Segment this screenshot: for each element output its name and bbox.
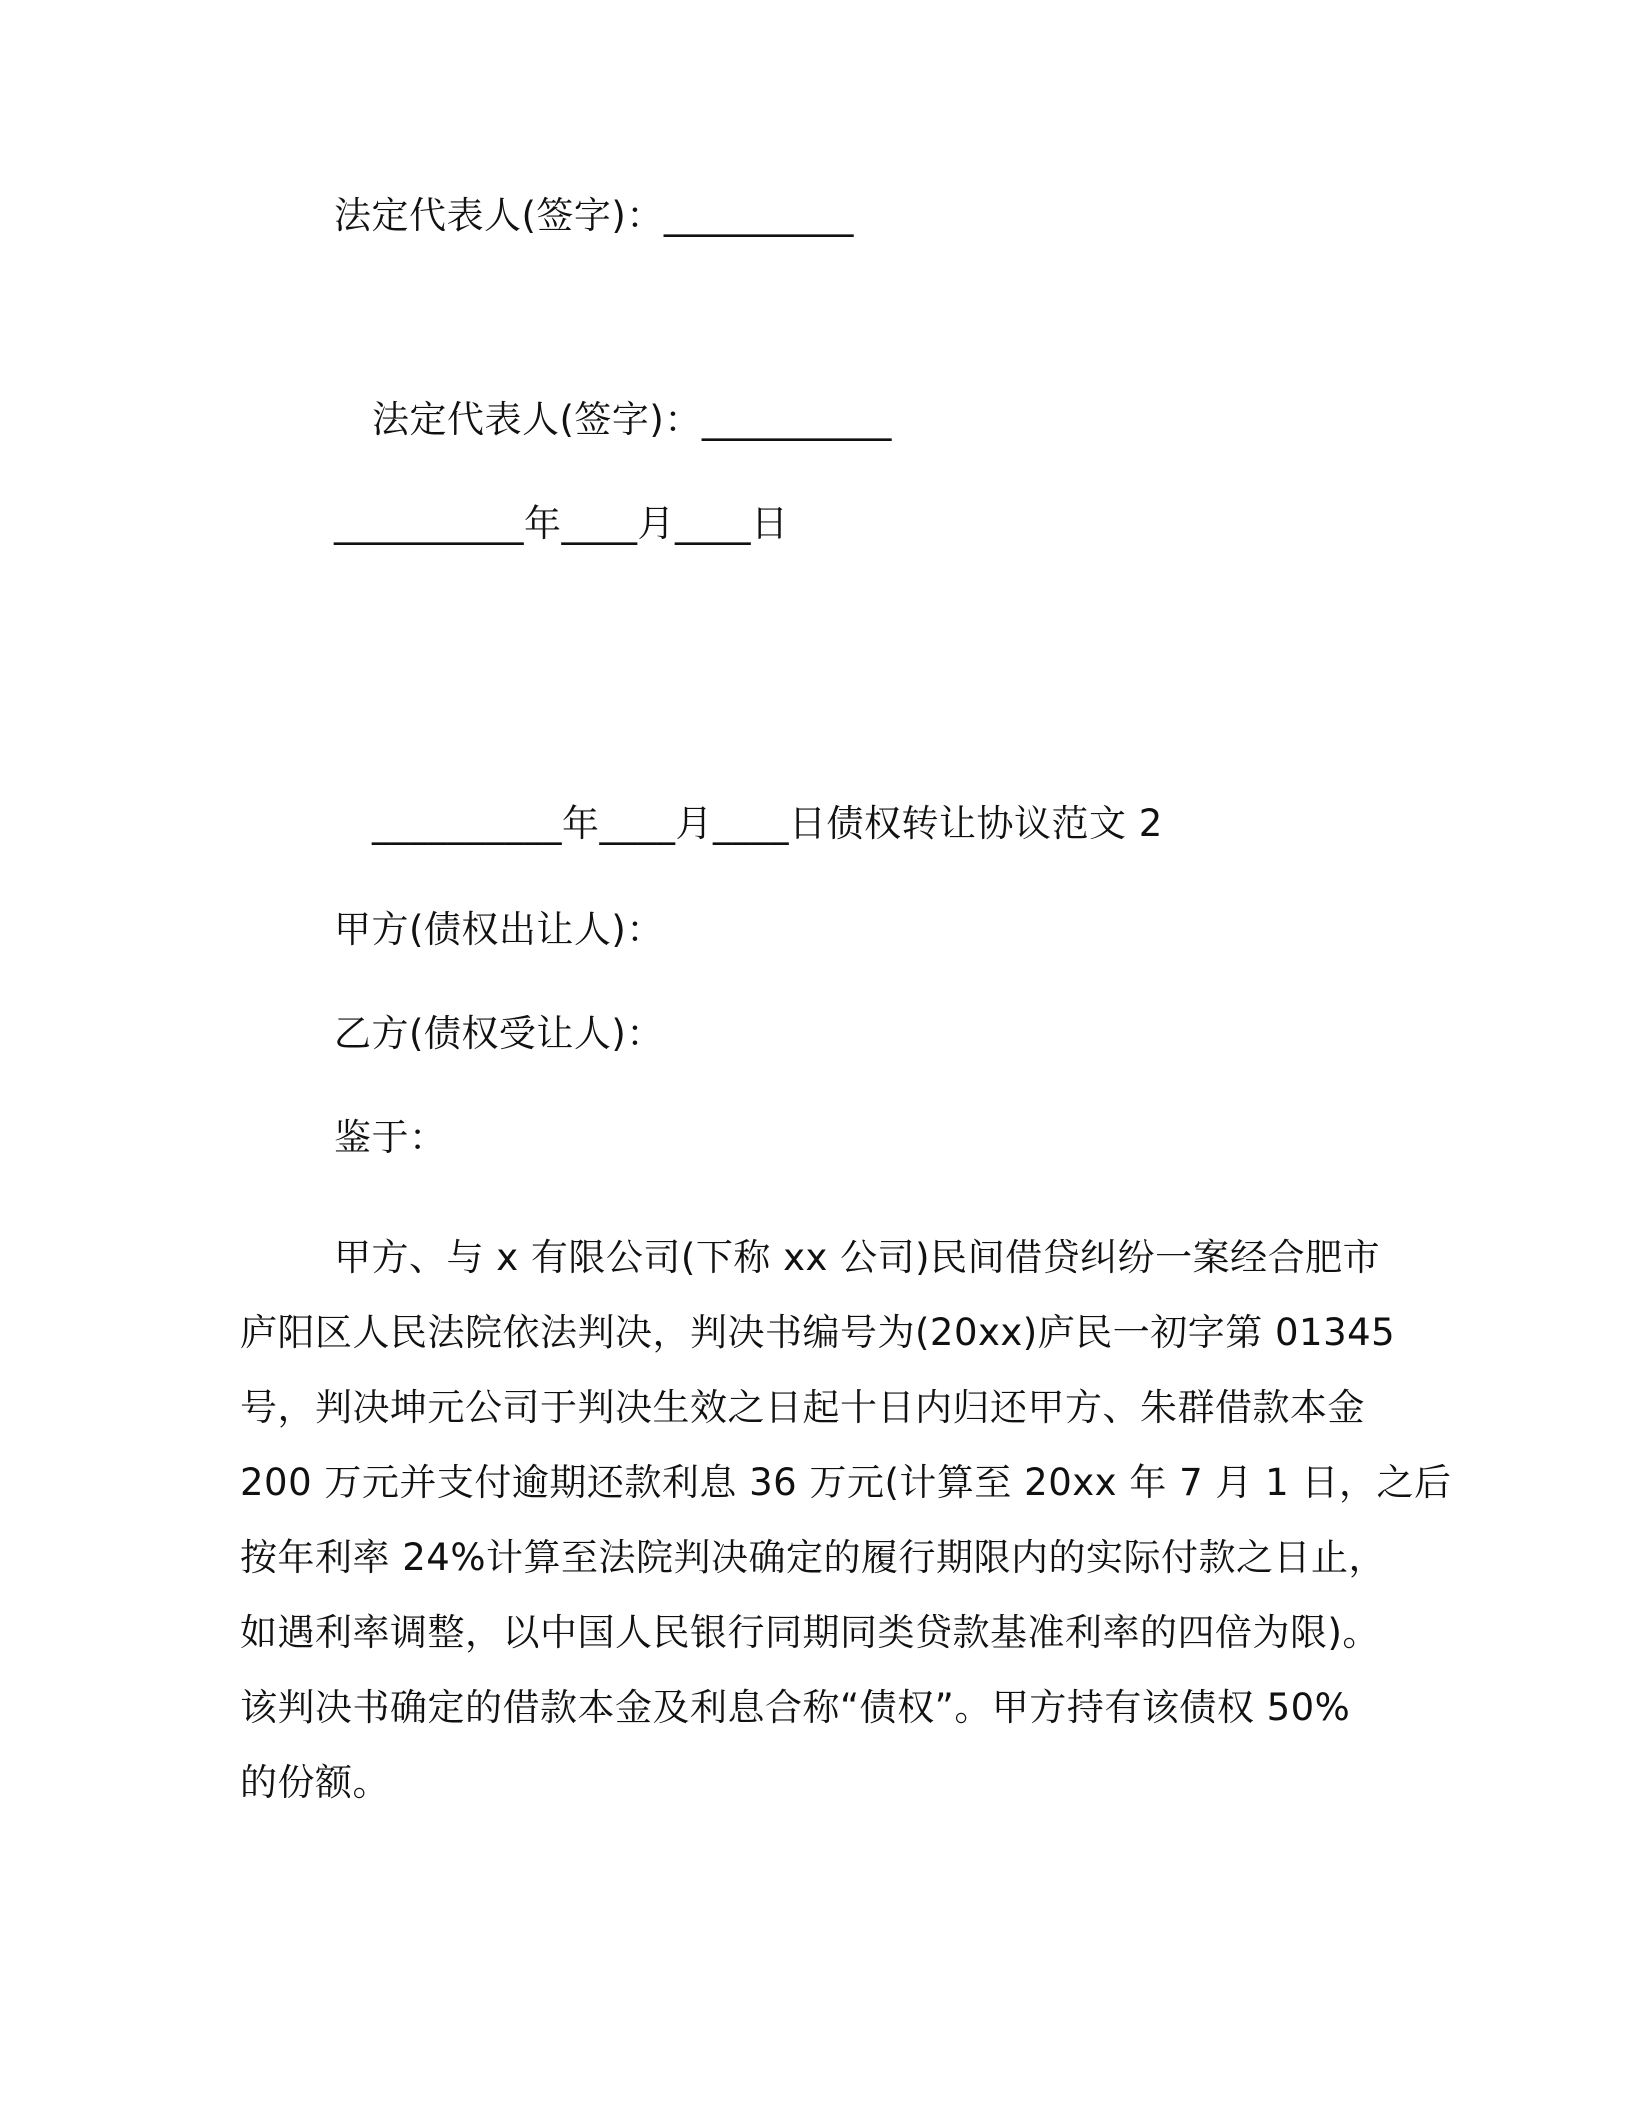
paragraph-line: 按年利率 24%计算至法院判决确定的履行期限内的实际付款之日止， [240,1536,1386,1579]
paragraph-line: 该判决书确定的借款本金及利息合称“债权”。甲方持有该债权 50% [240,1686,1351,1729]
paragraph-line: 的份额。 [240,1761,390,1804]
document-title: __________年____月____日债权转让协议范文 2 [372,802,1163,845]
paragraph-line: 号，判决坤元公司于判决生效之日起十日内归还甲方、朱群借款本金 [240,1386,1365,1429]
paragraph-line: 如遇利率调整，以中国人民银行同期同类贷款基准利率的四倍为限)。 [240,1611,1380,1654]
paragraph-line: 庐阳区人民法院依法判决，判决书编号为(20xx)庐民一初字第 01345 [240,1311,1396,1354]
party-b-label: 乙方(债权受让人)： [334,1012,664,1055]
paragraph-line: 200 万元并支付逾期还款利息 36 万元(计算至 20xx 年 7 月 1 日，之后 [240,1461,1452,1504]
whereas-heading: 鉴于： [334,1116,447,1159]
legal-representative-signature-line: 法定代表人(签字)：__________ [334,194,854,237]
whereas-paragraph [240,1220,1452,1820]
legal-representative-signature-line: 法定代表人(签字)：__________ [372,398,892,441]
date-line: __________年____月____日 [334,502,789,545]
party-a-label: 甲方(债权出让人)： [334,908,664,951]
paragraph-line: 甲方、与 x 有限公司(下称 xx 公司)民间借贷纠纷一案经合肥市 [334,1236,1381,1279]
